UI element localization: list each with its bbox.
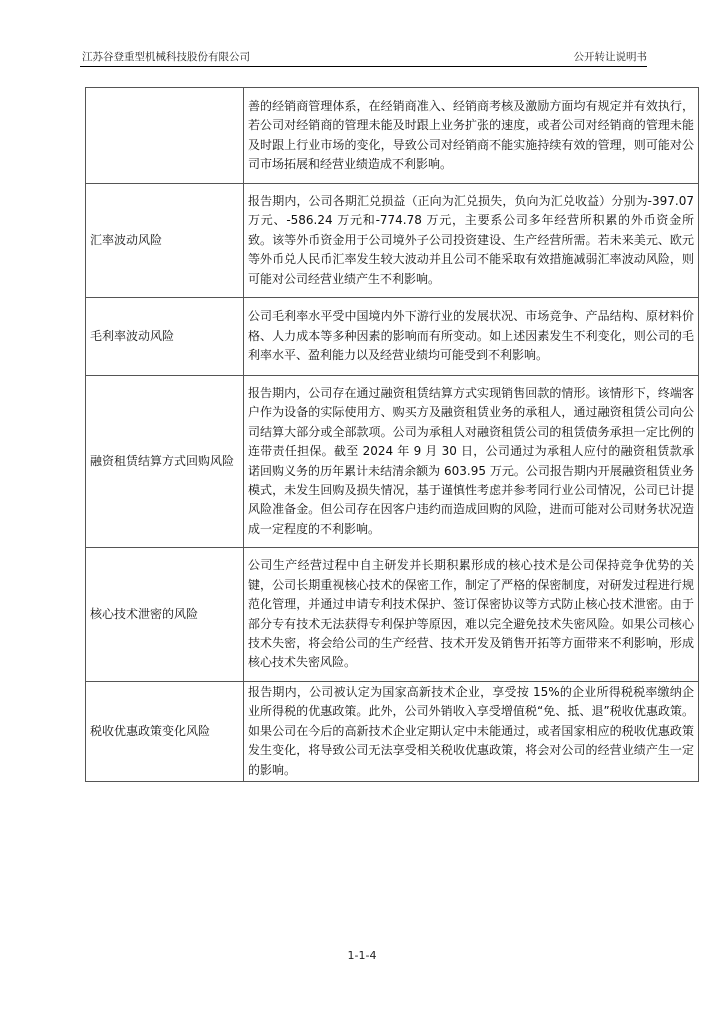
risk-name-cell [86, 88, 244, 184]
risk-name-cell: 汇率波动风险 [86, 184, 244, 298]
table-row [86, 376, 699, 548]
risk-name-cell: 核心技术泄密的风险 [86, 548, 244, 682]
risk-name-cell: 融资租赁结算方式回购风险 [86, 376, 244, 548]
risk-description-cell: 报告期内，公司各期汇兑损益（正向为汇兑损失，负向为汇兑收益）分别为-397.07 万元、-586.24 万元和-774.78 万元，主要系公司多年经营所积累的外币资金所致。该等外币资金用于公司境外子公司投资建设、生产经营所需。若未来美元、欧元等外币兑人民币汇率发生较大波动并且公司不能采取有效措施减弱汇率波动风险，则可能对公司经营业绩产生不利影响。 [244, 184, 699, 298]
table-row [86, 682, 699, 782]
table-row [86, 548, 699, 682]
risk-description-cell: 报告期内，公司被认定为国家高新技术企业，享受按 15%的企业所得税税率缴纳企业所得税的优惠政策。此外，公司外销收入享受增值税“免、抵、退”税收优惠政策。如果公司在今后的高新技术企业定期认定中未能通过，或者国家相应的税收优惠政策发生变化，将导致公司无法享受相关税收优惠政策，将会对公司的经营业绩产生一定的影响。 [244, 682, 699, 782]
risk-description-cell: 善的经销商管理体系，在经销商准入、经销商考核及激励方面均有规定并有效执行，若公司对经销商的管理未能及时跟上业务扩张的速度，或者公司对经销商的管理未能及时跟上行业市场的变化，导致公司对经销商不能实施持续有效的管理，则可能对公司市场拓展和经营业绩造成不利影响。 [244, 88, 699, 184]
risk-name-cell: 税收优惠政策变化风险 [86, 682, 244, 782]
table-row [86, 184, 699, 298]
document-title: 公开转让说明书 [573, 51, 647, 63]
risk-table [85, 87, 699, 782]
risk-description-cell: 公司毛利率水平受中国境内外下游行业的发展状况、市场竞争、产品结构、原材料价格、人力成本等多种因素的影响而有所变动。如上述因素发生不利变化，则公司的毛利率水平、盈利能力以及经营业绩均可能受到不利影响。 [244, 298, 699, 376]
risk-description-cell: 报告期内，公司存在通过融资租赁结算方式实现销售回款的情形。该情形下，终端客户作为设备的实际使用方、购买方及融资租赁业务的承租人，通过融资租赁公司向公司结算大部分或全部款项。公司为承租人对融资租赁公司的租赁债务承担一定比例的连带责任担保。截至 2024 年 9 月 30 日，公司通过为承租人应付的融资租赁款承诺回购义务的历年累计未结清余额为 603.95 万元。公司报告期内开展融资租赁业务模式，未发生回购及损失情况，基于谨慎性考虑并参考同行业公司情况，公司已计提风险准备金。但公司存在因客户违约而造成回购的风险，进而可能对公司财务状况造成一定程度的不利影响。 [244, 376, 699, 548]
table-row [86, 88, 699, 184]
page-number: 1-1-4 [347, 949, 377, 962]
risk-description-cell: 公司生产经营过程中自主研发并长期积累形成的核心技术是公司保持竞争优势的关键，公司长期重视核心技术的保密工作，制定了严格的保密制度，对研发过程进行规范化管理，并通过申请专利技术保护、签订保密协议等方式防止核心技术泄密。由于部分专有技术无法获得专利保护等原因，难以完全避免技术失密风险。如果公司核心技术失密，将会给公司的生产经营、技术开发及销售开拓等方面带来不利影响，形成核心技术失密风险。 [244, 548, 699, 682]
table-row [86, 298, 699, 376]
page-header [80, 48, 647, 67]
risk-name-cell: 毛利率波动风险 [86, 298, 244, 376]
company-name: 江苏谷登重型机械科技股份有限公司 [82, 51, 250, 63]
